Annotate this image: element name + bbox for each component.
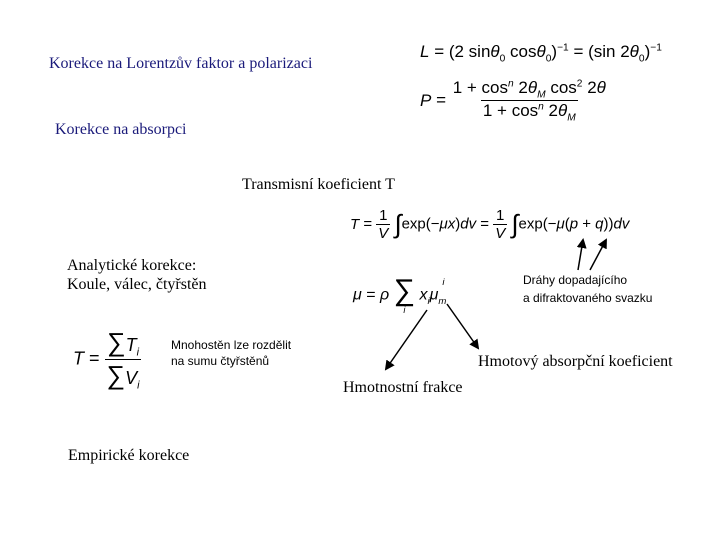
arrow-to-q (590, 240, 606, 270)
polarization-equation: P = $\frac{1 + \cos^n 2\theta_M \cos^2 2\theta}{1 + \cos^n 2\theta_M}$ (420, 78, 606, 124)
empirical-label: Empirické korekce (68, 447, 190, 464)
transmission-equation: T = $\frac{1}{V}$ ∫exp(−μx)dv = $\frac{1}{V}$ ∫exp(−μ(p + q))dv (350, 207, 630, 242)
analytic-line1: Analytické korekce: (67, 257, 197, 274)
mass-coefficient-label: Hmotový absorpční koeficient (478, 353, 673, 370)
transmission-label: Transmisní koeficient T (242, 176, 395, 193)
sum-ratio-equation: T = $\frac{\sum T_i}{\sum V_i}$ (73, 327, 140, 392)
polyhedron-line1: Mnohostěn lze rozdělit (171, 338, 292, 352)
arrow-to-mass-coefficient (447, 304, 478, 348)
lorentz-heading: Korekce na Lorentzův faktor a polarizaci (49, 55, 313, 72)
mass-fraction-label: Hmotnostní frakce (343, 379, 463, 396)
paths-line2: a difraktovaného svazku (523, 291, 653, 305)
analytic-line2: Koule, válec, čtyřstěn (67, 276, 207, 293)
paths-line1: Dráhy dopadajícího (523, 273, 628, 287)
polyhedron-line2: na sumu čtyřstěnů (171, 354, 270, 368)
arrow-to-p (578, 240, 583, 270)
lorentz-equation: L = (2 sinθ$_0$ cosθ$_0$)$^{-1}$ = (sin $2\theta_0)^{-1}$ (420, 42, 662, 65)
absorption-heading: Korekce na absorpci (55, 121, 187, 138)
arrow-to-mass-fraction (386, 310, 427, 369)
mu-equation: μ = ρ ∑ i $x_i\mu_m^i$ (353, 274, 447, 315)
